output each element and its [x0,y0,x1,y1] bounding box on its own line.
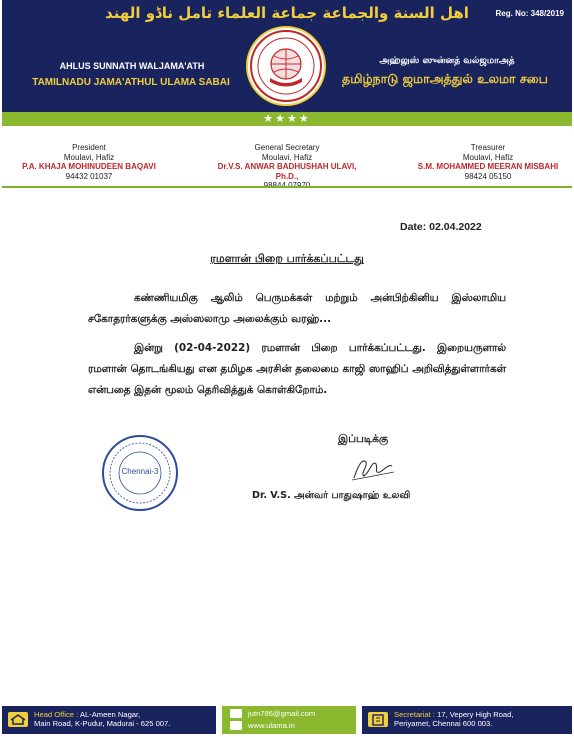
letter-subject: ரமளான் பிறை பார்க்கப்பட்டது [210,252,364,265]
secretariat-line2: Periyamet, Chennai 600 003. [394,719,493,728]
secretariat-line1: 17, Vepery High Road, [437,710,514,719]
officer-phone: 94432 01037 [65,171,113,181]
email-icon [230,709,242,718]
letter-date: Date: 02.04.2022 [400,221,482,233]
officer-general-secretary [208,143,366,191]
stars-decoration: ★★★★ [263,113,311,125]
officer-title: Moulavi, Hafiz [462,152,514,162]
footer-website[interactable]: www.ulama.in [248,721,295,730]
officer-president [16,143,162,181]
letter-page [2,0,572,737]
paragraph-1-text: கண்ணியமிகு ஆலிம் பெருமக்கள் மற்றும் அன்பிற்கினிய இஸ்லாமிய சகோதரர்களுக்கு அஸ்ஸலாமு அலைக்கும் வரஹ்... [88,292,506,325]
letter-paragraph-2 [88,338,506,401]
letter-footer [2,706,572,734]
org-name-english-line2: TAMILNADU JAMA'ATHUL ULAMA SABAI [32,77,230,88]
head-office-line1: AL-Ameen Nagar, [79,710,141,719]
officer-name: S.M. MOHAMMED MEERAN MISBAHI [417,162,559,171]
org-name-english-line1: AHLUS SUNNATH WALJAMA'ATH [59,61,205,71]
footer-head-office [2,706,216,734]
officer-role: President [72,143,106,152]
head-office-label: Head Office : [34,710,79,719]
signature-icon [348,450,398,484]
home-icon [8,712,28,727]
signer-name: Dr. V.S. அன்வர் பாதுஷாஹ் உலவி [252,490,411,501]
officer-title: Moulavi, Hafiz [261,152,313,162]
officer-name: Dr.V.S. ANWAR BADHUSHAH ULAVI, Ph.D., [217,162,357,181]
org-name-tamil-line2: தமிழ்நாடு ஜமாஅத்துல் உலமா சபை [342,71,548,86]
letterhead [2,0,572,112]
officer-treasurer [410,143,566,181]
officer-name: P.A. KHAJA MOHINUDEEN BAQAVI [22,162,156,171]
web-icon [230,721,242,730]
officer-role: General Secretary [254,143,320,152]
officers-divider [2,186,572,188]
footer-contact [222,706,356,734]
organization-logo-icon [246,26,326,106]
secretariat-label: Secretariat : [394,710,435,719]
letter-paragraph-1 [88,288,506,330]
paragraph-2-text: இன்று (02-04-2022) ரமளான் பிறை பார்க்கப்பட்டது. இறையருளால் ரமளான் தொடங்கியது என தமிழக அரசின் தலைமை காஜி ஸாஹிப் அறிவித்துள்ளார்கள் என்பதை இதன் மூலம் தெரிவித்துக் கொள்கிறோம். [88,342,506,396]
footer-email[interactable]: jutn786@gmail.com [248,709,316,718]
seal-text: Chennai-3 [121,467,159,476]
registration-number: Reg. No: 348/2019 [495,9,564,18]
officer-phone: 98424 05150 [464,171,512,181]
head-office-line2: Main Road, K-Pudur, Madurai - 625 007. [34,719,171,728]
officer-title: Moulavi, Hafiz [63,152,115,162]
building-icon [368,712,388,727]
org-name-tamil-line1: அஹ்லுஸ் ஸுன்னத் வல்ஜமாஅத் [379,56,515,66]
footer-secretariat [362,706,572,734]
officer-role: Treasurer [470,143,506,152]
closing-phrase: இப்படிக்கு [338,433,389,445]
arabic-title: اهل السنة والجماعة جماعة العلماء تامل ناڈو الھند [105,4,469,22]
official-seal-icon [102,435,178,511]
